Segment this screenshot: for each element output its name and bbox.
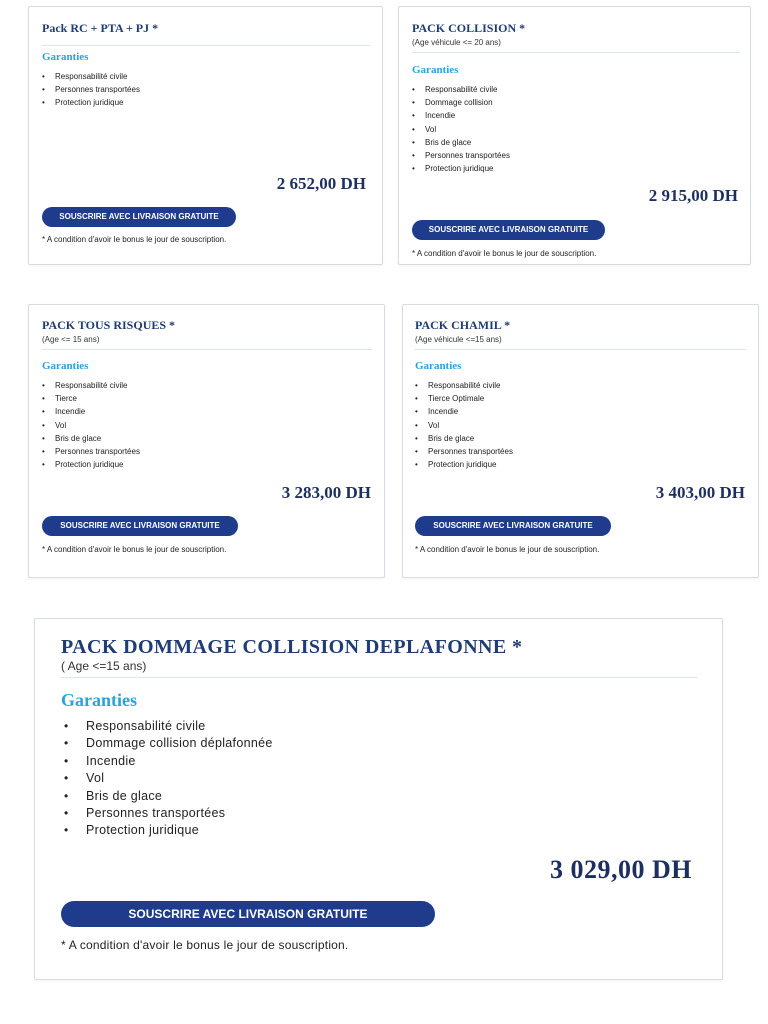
list-item: • Incendie xyxy=(415,405,513,418)
pack-price: 2 652,00 DH xyxy=(276,174,366,193)
pack-price: 3 283,00 DH xyxy=(281,483,371,502)
garanties-list xyxy=(61,718,273,840)
pack-title: PACK TOUS RISQUES * xyxy=(42,318,176,332)
card-header xyxy=(61,636,697,678)
pack-subtitle: (Age <= 15 ans) xyxy=(42,335,100,344)
subscribe-button[interactable]: SOUSCRIRE AVEC LIVRAISON GRATUITE xyxy=(412,220,605,240)
pack-title: Pack RC + PTA + PJ * xyxy=(42,21,159,35)
bonus-note: * A condition d'avoir le bonus le jour de souscription. xyxy=(42,545,227,554)
subscribe-button[interactable]: SOUSCRIRE AVEC LIVRAISON GRATUITE xyxy=(415,516,611,536)
list-item: • Personnes transportées xyxy=(415,445,513,458)
garanties-list xyxy=(42,70,140,110)
subscribe-button[interactable]: SOUSCRIRE AVEC LIVRAISON GRATUITE xyxy=(61,901,435,927)
list-item: • Vol xyxy=(415,419,513,432)
list-item: • Protection juridique xyxy=(42,96,140,109)
garanties-list xyxy=(42,379,140,471)
subscribe-button[interactable]: SOUSCRIRE AVEC LIVRAISON GRATUITE xyxy=(42,207,236,227)
pack-price: 3 403,00 DH xyxy=(655,483,745,502)
garanties-heading: Garanties xyxy=(412,64,459,76)
list-item: • Responsabilité civile xyxy=(42,379,140,392)
pack-card-rc-pta-pj xyxy=(28,6,383,265)
pack-subtitle: ( Age <=15 ans) xyxy=(61,659,147,673)
list-item: • Incendie xyxy=(42,405,140,418)
bonus-note: * A condition d'avoir le bonus le jour de souscription. xyxy=(412,249,597,258)
garanties-heading: Garanties xyxy=(42,51,89,63)
pack-title: PACK DOMMAGE COLLISION DEPLAFONNE * xyxy=(61,636,523,658)
list-item: • Responsabilité civile xyxy=(412,83,510,96)
pack-card-collision xyxy=(398,6,751,265)
pack-subtitle: (Age véhicule <=15 ans) xyxy=(415,335,502,344)
list-item: • Responsabilité civile xyxy=(415,379,513,392)
list-item: • Protection juridique xyxy=(415,458,513,471)
list-item: • Vol xyxy=(61,770,273,787)
list-item: • Tierce Optimale xyxy=(415,392,513,405)
list-item: • Bris de glace xyxy=(61,788,273,805)
subscribe-button[interactable]: SOUSCRIRE AVEC LIVRAISON GRATUITE xyxy=(42,516,238,536)
garanties-heading: Garanties xyxy=(42,360,89,372)
list-item: • Protection juridique xyxy=(42,458,140,471)
list-item: • Dommage collision déplafonnée xyxy=(61,735,273,752)
garanties-list xyxy=(415,379,513,471)
garanties-heading: Garanties xyxy=(61,690,137,710)
list-item: • Responsabilité civile xyxy=(61,718,273,735)
list-item: • Bris de glace xyxy=(415,432,513,445)
pack-card-tous-risques xyxy=(28,304,385,578)
list-item: • Incendie xyxy=(61,753,273,770)
list-item: • Bris de glace xyxy=(42,432,140,445)
garanties-list xyxy=(412,83,510,175)
pack-card-chamil xyxy=(402,304,759,578)
garanties-heading: Garanties xyxy=(415,360,462,372)
pack-price: 3 029,00 DH xyxy=(550,855,692,884)
bonus-note: * A condition d'avoir le bonus le jour de souscription. xyxy=(415,545,600,554)
list-item: • Dommage collision xyxy=(412,96,510,109)
list-item: • Personnes transportées xyxy=(42,445,140,458)
list-item: • Tierce xyxy=(42,392,140,405)
pack-subtitle: (Age véhicule <= 20 ans) xyxy=(412,38,501,47)
card-header xyxy=(42,318,372,350)
card-header xyxy=(415,318,746,350)
list-item: • Personnes transportées xyxy=(61,805,273,822)
card-header xyxy=(412,21,740,53)
list-item: • Personnes transportées xyxy=(42,83,140,96)
list-item: • Vol xyxy=(412,123,510,136)
list-item: • Protection juridique xyxy=(61,822,273,839)
list-item: • Bris de glace xyxy=(412,136,510,149)
pack-title: PACK COLLISION * xyxy=(412,21,526,35)
bonus-note: * A condition d'avoir le bonus le jour de souscription. xyxy=(42,235,227,244)
list-item: • Protection juridique xyxy=(412,162,510,175)
list-item: • Personnes transportées xyxy=(412,149,510,162)
pack-price: 2 915,00 DH xyxy=(648,186,738,205)
pack-title: PACK CHAMIL * xyxy=(415,318,511,332)
list-item: • Responsabilité civile xyxy=(42,70,140,83)
card-header xyxy=(42,21,370,46)
bonus-note: * A condition d'avoir le bonus le jour de souscription. xyxy=(61,938,349,952)
pack-card-dommage-collision-deplafonne xyxy=(34,618,723,980)
list-item: • Incendie xyxy=(412,109,510,122)
list-item: • Vol xyxy=(42,419,140,432)
